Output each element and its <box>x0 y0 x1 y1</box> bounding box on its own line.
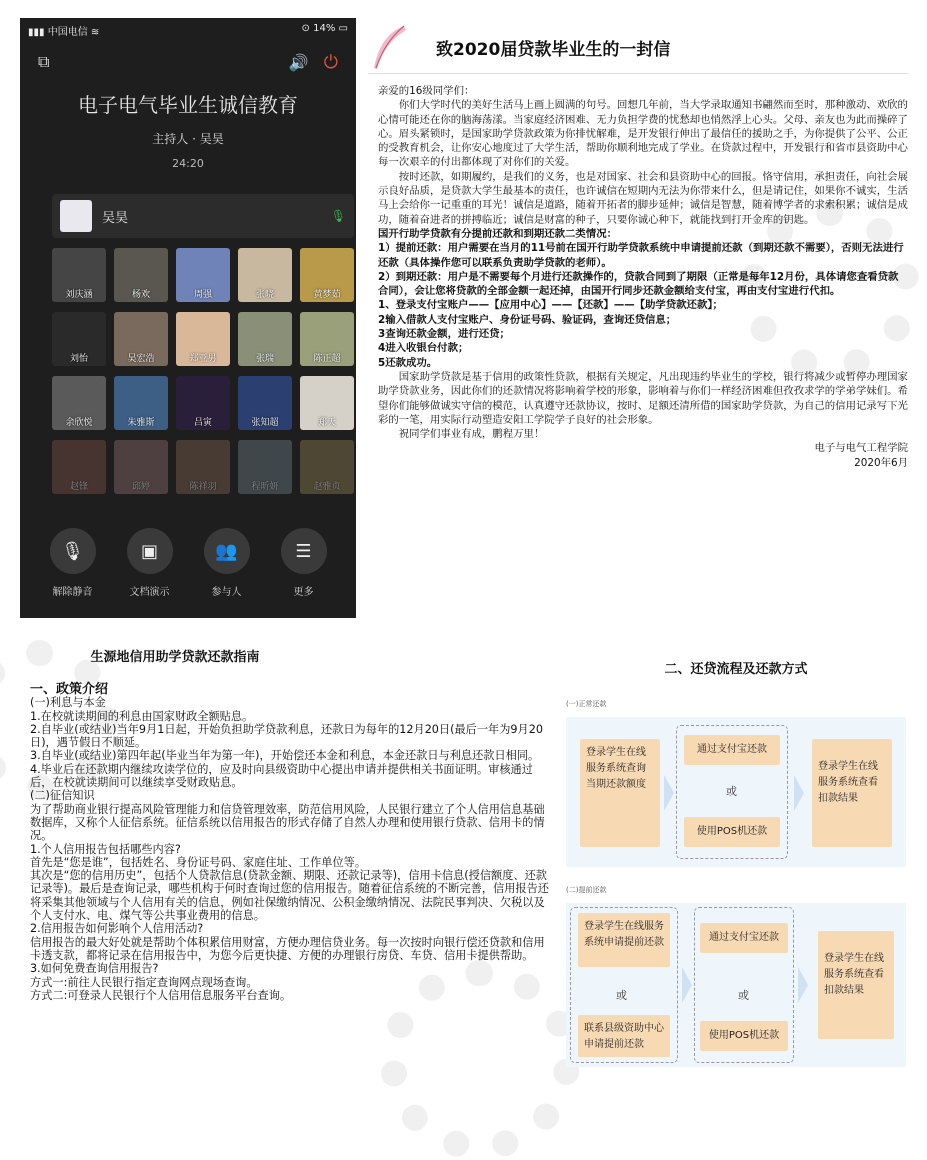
letter-document <box>368 22 908 470</box>
participant-tile[interactable]: 陈正超 <box>300 312 354 366</box>
signal-icon: ▮▮▮ <box>28 27 45 38</box>
flow-arrow <box>682 967 692 1003</box>
participant-tile[interactable]: 吕寅 <box>176 376 230 430</box>
participant-tile[interactable]: 朱雅斯 <box>114 376 168 430</box>
participant-tile[interactable]: 陈祥羽 <box>176 440 230 494</box>
speaker-name: 吴昊 <box>102 210 129 226</box>
meeting-toolbar <box>20 528 356 598</box>
guide-line: (一)利息与本金 <box>30 696 106 710</box>
guide-line: 2.信用报告如何影响个人信用活动? <box>30 922 204 936</box>
participant-tile[interactable]: 程昕妍 <box>238 440 292 494</box>
letter-bold-line: 2）到期还款：用户是不需要每个月进行还款操作的，贷款合同到了期限（正常是每年12月份，具体请您查看贷款合同），会让您将贷款的全部金额一起还掉，由国开行同步还款金额给支付宝，再由支付宝进行代扣。 <box>378 270 899 298</box>
people-icon: 👥 <box>204 528 250 574</box>
more-button[interactable]: ☰ 更多 <box>271 528 337 598</box>
letter-header <box>368 22 908 74</box>
flow-node: 使用POS机还款 <box>700 1021 788 1051</box>
repayment-flow <box>566 658 906 1067</box>
letter-heading: 国开行助学贷款有分提前还款和到期还款二类情况： <box>378 227 617 240</box>
letter-greeting: 亲爱的16级同学们： <box>378 85 475 97</box>
active-speaker[interactable] <box>52 194 354 238</box>
guide-title: 生源地信用助学贷款还款指南 <box>90 650 260 665</box>
repayment-guide <box>30 646 550 1002</box>
guide-line: 1.在校就读期间的利息由国家财政全额贴息。 <box>30 709 254 723</box>
letter-date: 2020年6月 <box>854 456 908 469</box>
participant-tile[interactable]: 郑天 <box>300 376 354 430</box>
battery-label: 14% <box>313 23 336 34</box>
flow-node: 使用POS机还款 <box>684 817 780 847</box>
participant-tile[interactable]: 刘怡 <box>52 312 106 366</box>
flow-or: 或 <box>738 989 749 1002</box>
mic-muted-icon: 🎙 <box>50 528 96 574</box>
participant-tile[interactable]: 黄梦茹 <box>300 248 354 302</box>
guide-line: 为了帮助商业银行提高风险管理能力和信贷管理效率，防范信用风险，人民银行建立了个人信用信息基础数据库，又称个人征信系统。征信系统以信用报告的形式存储了自然人办理和使用银行贷款、信用卡的情况。 <box>30 802 545 843</box>
participant-grid <box>52 248 354 430</box>
flow-subtitle: (一)正常还款 <box>566 700 607 708</box>
flow-or: 或 <box>726 785 737 798</box>
flow-node: 登录学生在线服务系统查询当期还款额度 <box>580 739 660 847</box>
avatar <box>60 200 92 232</box>
minimize-icon[interactable]: ⧉ <box>38 52 50 71</box>
mic-active-icon: 🎙 <box>330 209 346 223</box>
guide-line: 方式一:前往人民银行指定查询网点现场查询。 <box>30 975 258 989</box>
flow-node: 登录学生在线服务系统查看扣款结果 <box>818 931 894 1039</box>
flow-node: 登录学生在线服务系统申请提前还款 <box>578 913 670 967</box>
flow-node: 联系县级资助中心申请提前还款 <box>578 1015 670 1057</box>
letter-bold-line: 1）提前还款：用户需要在当月的11号前在国开行助学贷款系统中申请提前还款（到期还款不需要），否则无法进行还款（具体操作您可以联系负责助学贷款的老师）。 <box>378 242 904 269</box>
flow-arrow <box>798 967 808 1003</box>
letter-signature: 电子与电气工程学院 <box>814 442 908 455</box>
participant-tile[interactable]: 郑亚男 <box>176 312 230 366</box>
participant-tile[interactable]: 赵雅贞 <box>300 440 354 494</box>
flow-or: 或 <box>616 989 627 1002</box>
share-folder-icon: ▣ <box>127 528 173 574</box>
flow-node: 通过支付宝还款 <box>700 923 788 953</box>
letter-bold-line: 2输入借款人支付宝账户、身份证号码、验证码，查询还贷信息； <box>378 313 677 326</box>
meeting-host: 主持人 · 吴昊 <box>152 132 224 146</box>
guide-line: (二)征信知识 <box>30 789 95 803</box>
participant-tile[interactable]: 吴宏浩 <box>114 312 168 366</box>
early-repay-diagram <box>566 903 906 1067</box>
guide-body <box>30 683 550 1002</box>
flow-arrow <box>664 775 674 811</box>
guide-line: 1.个人信用报告包括哪些内容? <box>30 842 181 856</box>
flow-node: 登录学生在线服务系统查看扣款结果 <box>812 739 892 847</box>
guide-line: 首先是“您是谁”，包括姓名、身份证号码、家庭住址、工作单位等。 <box>30 855 367 869</box>
participant-grid-faded <box>52 440 354 494</box>
unmute-button[interactable]: 🎙 解除静音 <box>40 528 106 598</box>
share-doc-button[interactable]: ▣ 文档演示 <box>117 528 183 598</box>
carrier-label: 中国电信 <box>47 27 88 38</box>
meeting-screen <box>20 18 356 618</box>
guide-line: 3.如何免费查询信用报告? <box>30 962 159 976</box>
guide-line: 2.自毕业(或结业)当年9月1日起，开始负担助学贷款利息，还款日为每年的12月20日(最后一年为9月20日)，遇节假日不顺延。 <box>30 722 543 750</box>
participants-button[interactable]: 👥 参与人 <box>194 528 260 598</box>
guide-line: 方式二:可登录人民银行个人信用信息服务平台查询。 <box>30 988 292 1002</box>
letter-title: 致2020届贷款毕业生的一封信 <box>436 40 671 60</box>
participant-tile[interactable]: 余欣悦 <box>52 376 106 430</box>
guide-line: 信用报告的最大好处就是帮助个体积累信用财富，方便办理信贷业务。每一次按时向银行偿还贷款和信用卡透支款，都将记录在信用报告中，为您今后更快捷、方便的办理银行房贷、车贷、信用卡提供帮助。 <box>30 935 545 962</box>
participant-tile[interactable]: 张晓 <box>238 248 292 302</box>
letter-bold-line: 4进入收银台付款； <box>378 342 469 355</box>
guide-line: 3.自毕业(或结业)第四年起(毕业当年为第一年)，开始偿还本金和利息，本金还款日与利息还款日相同。 <box>30 749 540 763</box>
menu-icon: ☰ <box>281 528 327 574</box>
letter-bold-line: 5还款成功。 <box>378 356 438 369</box>
normal-repay-diagram <box>566 717 906 867</box>
participant-tile[interactable]: 张知超 <box>238 376 292 430</box>
speaker-icon[interactable]: 🔊 <box>288 52 309 72</box>
participant-tile[interactable]: 邱婷 <box>114 440 168 494</box>
letter-body <box>368 84 908 470</box>
quill-icon <box>368 24 408 72</box>
meeting-title: 电子电气毕业生诚信教育 <box>78 93 298 117</box>
wifi-icon: ≋ <box>90 27 100 38</box>
status-bar <box>20 18 356 43</box>
guide-section-heading: 一、政策介绍 <box>30 682 109 697</box>
letter-paragraph: 国家助学贷款是基于信用的政策性贷款，根据有关规定，凡出现违约毕业生的学校，银行将减少或暂停办理国家助学贷款业务，因此你们的还款情况将影响着学校的形象，影响着与你们一样经济困难但孜孜求学的学弟学妹们。希望你们能够做诚实守信的模范，认真遵守还款协议，按时、足额还清所借的国家助学贷款，为自己的信用记录写下光彩的一笔，用实际行动塑造安阳工学院学子良好的社会形象。 <box>378 370 908 426</box>
flow-subtitle: (二)提前还款 <box>566 886 607 894</box>
letter-bold-line: 1、登录支付宝账户——【应用中心】——【还款】——【助学贷款还款】； <box>378 299 723 312</box>
flow-arrow <box>794 775 804 811</box>
power-icon[interactable]: ⏻ <box>323 51 338 73</box>
flow-node: 通过支付宝还款 <box>684 735 780 765</box>
participant-tile[interactable]: 张瑞 <box>238 312 292 366</box>
participant-tile[interactable]: 周强 <box>176 248 230 302</box>
meeting-timer: 24:20 <box>172 157 204 170</box>
participant-tile[interactable]: 赵锋 <box>52 440 106 494</box>
letter-paragraph: 你们大学时代的美好生活马上画上圆满的句号。回想几年前，当大学录取通知书翩然而至时，那种激动、欢欣的心情可能还在你的脑海荡漾。当家庭经济困难、无力负担学费的忧愁却也悄然浮上心头。父母、亲友也为此而操碎了心。眉头紧锁时，是国家助学贷款政策为你排忧解难，是开发银行伸出了最信任的援助之手，为你提供了公平、公正的受教育机会，让你安心地度过了大学生活，帮助你顺利地完成了学业。在贷款过程中，开发银行和省市县资助中心每一次艰辛的付出都体现了对你们的关爱。 <box>378 99 908 169</box>
alarm-icon: ⊙ <box>301 23 310 34</box>
flow-title: 二、还贷流程及还款方式 <box>664 662 808 677</box>
letter-paragraph: 按时还款，如期履约，是我们的义务，也是对国家、社会和县资助中心的回报。恪守信用，承担责任，向社会展示良好品质，是贷款大学生最基本的责任，也许诚信在短期内无法为你带来什么，但是请记住，如果你不诚实，生活马上会给你一记重重的耳光！诚信是道路，随着开拓者的脚步延伸；诚信是智慧，随着博学者的求索积累；诚信是成功，随着奋进者的拼搏临近；诚信是财富的种子，只要你诚心种下，就能找到打开金库的钥匙。 <box>378 170 908 226</box>
letter-bold-line: 3查询还款金额，进行还贷； <box>378 328 510 341</box>
battery-icon: ▭ <box>338 23 348 34</box>
letter-wish: 祝同学们事业有成，鹏程万里！ <box>398 428 545 441</box>
guide-line: 4.毕业后在还款期内继续攻读学位的，应及时向县级资助中心提出申请并提供相关书面证明。审核通过后，在校就读期间可以继续享受财政贴息。 <box>30 762 533 790</box>
participant-tile[interactable]: 刘庆涵 <box>52 248 106 302</box>
participant-tile[interactable]: 杨欢 <box>114 248 168 302</box>
guide-line: 其次是“您的信用历史”，包括个人贷款信息(贷款金额、期限、还款记录等)，信用卡信息(授信额度、还款记录等)。最后是查询记录，哪些机构于何时查询过您的信用报告。随着征信系统的不断完善，信用报告还将采集其他领域与个人信用有关的信息，例如社保缴纳情况、公积金缴纳情况、法院民事判决、欠税以及个人支付水、电、煤气等公共事业费用的信息。 <box>30 869 549 923</box>
